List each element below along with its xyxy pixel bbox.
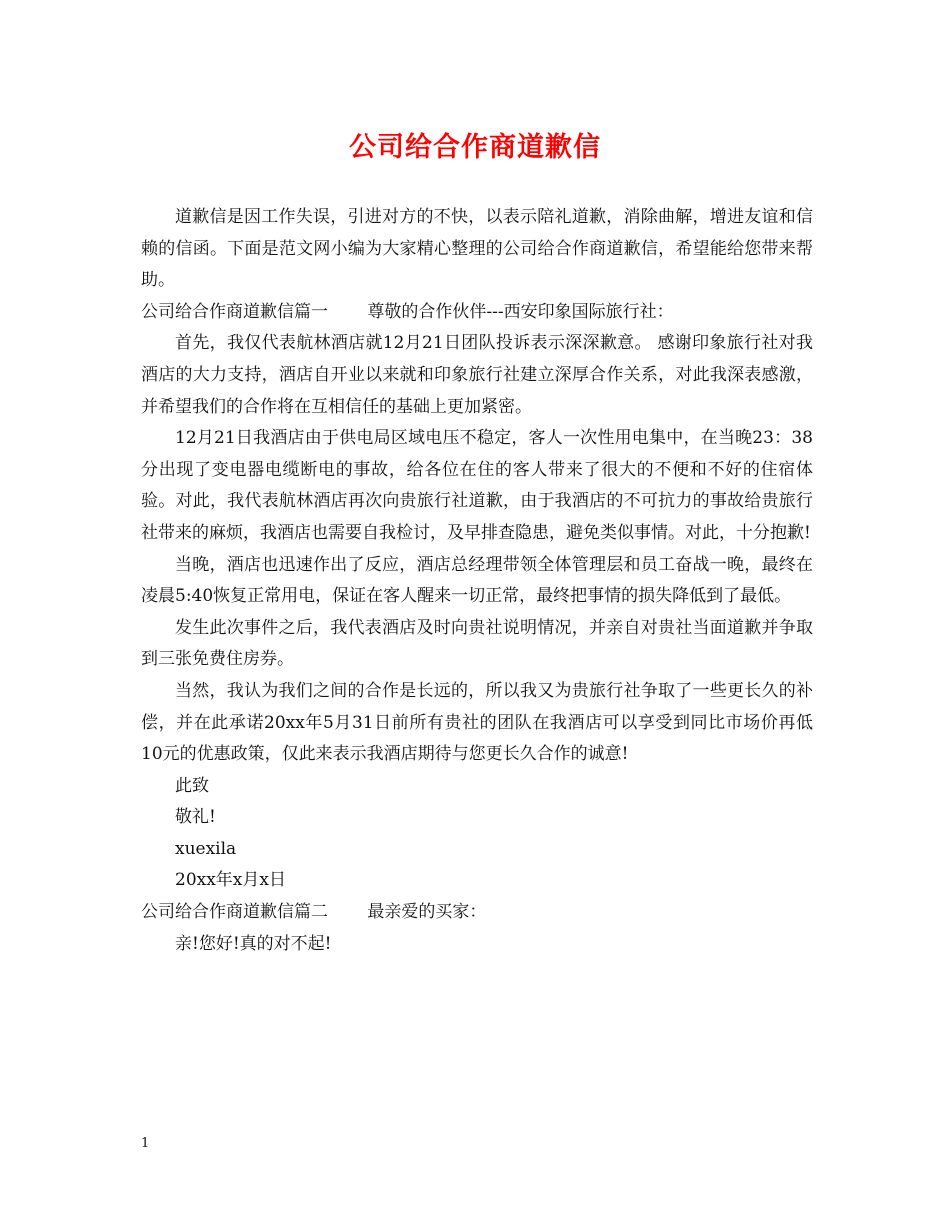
closing-line-2: 敬礼! <box>175 807 216 828</box>
document-body <box>141 202 813 960</box>
signature-name: xuexila <box>175 838 237 859</box>
letter-one-paragraph-2: 12月21日我酒店由于供电局区域电压不稳定，客人一次性用电集中，在当晚23：38分出现了变电器电缆断电的事故，给各位在住的客人带来了很大的不便和不好的住宿体验。对此，我代表航林酒店再次向贵旅行社道歉，由于我酒店的不可抗力的事故给贵旅行社带来的麻烦，我酒店也需要自我检讨，及早排查隐患，避免类似事情。对此，十分抱歉! <box>141 428 813 543</box>
letter-one-heading: 公司给合作商道歉信篇一 尊敬的合作伙伴---西安印象国际旅行社： <box>141 301 674 322</box>
letter-one-paragraph-4: 发生此次事件之后，我代表酒店及时向贵社说明情况，并亲自对贵社当面道歉并争取到三张免费住房券。 <box>141 617 813 670</box>
letter-two-heading: 公司给合作商道歉信篇二 最亲爱的买家： <box>141 902 487 923</box>
letter-two-opening: 亲!您好!真的对不起! <box>175 933 332 954</box>
letter-one-paragraph-1: 首先，我仅代表航林酒店就12月21日团队投诉表示深深歉意。 感谢印象旅行社对我酒店的大力支持，酒店自开业以来就和印象旅行社建立深厚合作关系，对此我深表感激，并希望我们的合作将在互相信任的基础上更加紧密。 <box>141 333 813 417</box>
document-title: 公司给合作商道歉信 <box>349 132 601 163</box>
page-number: 1 <box>141 1136 150 1151</box>
signature-date: 20xx年x月x日 <box>175 870 286 891</box>
letter-one-paragraph-5: 当然，我认为我们之间的合作是长远的，所以我又为贵旅行社争取了一些更长久的补偿，并在此承诺20xx年5月31日前所有贵社的团队在我酒店可以享受到同比市场价再低10元的优惠政策，仅此来表示我酒店期待与您更长久合作的诚意! <box>141 680 813 765</box>
intro-paragraph: 道歉信是因工作失误，引进对方的不快，以表示陪礼道歉，消除曲解，增进友谊和信赖的信函。下面是范文网小编为大家精心整理的公司给合作商道歉信，希望能给您带来帮助。 <box>141 207 813 291</box>
letter-one-paragraph-3: 当晚，酒店也迅速作出了反应，酒店总经理带领全体管理层和员工奋战一晚，最终在凌晨5:40恢复正常用电，保证在客人醒来一切正常，最终把事情的损失降低到了最低。 <box>141 554 813 607</box>
closing-line-1: 此致 <box>175 775 209 796</box>
